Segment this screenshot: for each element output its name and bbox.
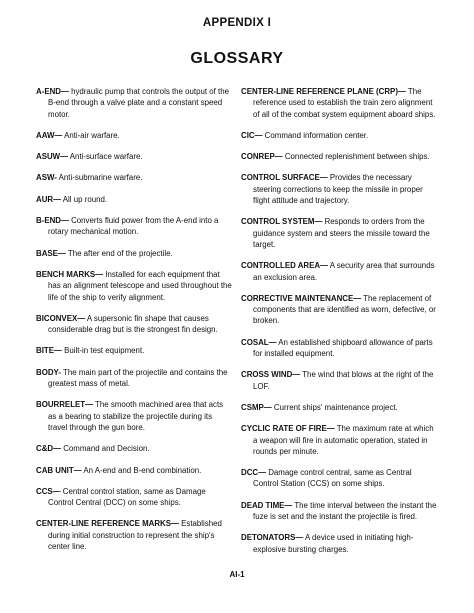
glossary-term: AUR— (36, 194, 61, 204)
glossary-entry (36, 151, 233, 162)
glossary-entry (241, 130, 438, 141)
glossary-term: AAW— (36, 130, 63, 140)
glossary-entry (241, 532, 438, 555)
glossary-entry (36, 367, 233, 390)
glossary-entry (241, 337, 438, 360)
glossary-term: CCS— (36, 486, 61, 496)
glossary-definition: A device used in initiating high-explosive bursting charges. (253, 533, 414, 554)
glossary-definition: The smooth machined area that acts as a bearing to stabilize the projectile during its travel through the gun bore. (48, 400, 224, 432)
glossary-term: C&D— (36, 444, 61, 454)
glossary-definition: The replacement of components that are identified as worn, defective, or broken. (253, 293, 436, 326)
glossary-definition: Current ships' maintenance project. (271, 402, 398, 412)
appendix-heading: APPENDIX I (202, 17, 272, 29)
glossary-entry (36, 399, 233, 433)
glossary-definition: The reference used to establish the train zero alignment of all of the combat system equipment aboard ships. (253, 87, 436, 119)
glossary-entry (241, 86, 438, 120)
glossary-entry (241, 216, 438, 250)
glossary-definition: Converts fluid power from the A-end into a rotary mechanical motion. (48, 216, 219, 237)
glossary-term: CENTER-LINE REFERENCE PLANE (CRP)— (241, 87, 406, 96)
glossary-entry (36, 465, 233, 476)
glossary-definition: The after end of the projectile. (65, 248, 173, 258)
glossary-term: CIC— (241, 130, 263, 140)
glossary-entry (36, 443, 233, 454)
glossary-definition: Responds to orders from the guidance system and steers the missile toward the target. (253, 217, 430, 249)
glossary-definition: Command information center. (262, 130, 369, 140)
glossary-term: CROSS WIND— (241, 370, 301, 380)
glossary-term: ASUW— (36, 152, 68, 162)
glossary-term: BOURRELET— (36, 400, 93, 410)
page-title: GLOSSARY (190, 50, 284, 67)
glossary-definition: Central control station, same as Damage Control Central (DCC) on some ships. (48, 486, 206, 508)
glossary-term: ASW- (36, 173, 57, 183)
glossary-entry (241, 260, 438, 283)
glossary-definition: The wind that blows at the right of the LOF. (253, 370, 434, 391)
glossary-definition: An A-end and B-end combination. (81, 465, 202, 475)
glossary-definition: Anti-surface warfare. (68, 152, 143, 162)
glossary-term: CORRECTIVE MAINTENANCE— (241, 293, 362, 303)
glossary-entry (36, 518, 233, 552)
glossary-term: CSMP— (241, 402, 272, 412)
glossary-definition: The time interval between the instant the fuze is set and the instant the projectile is fired. (253, 500, 437, 522)
glossary-definition: Command and Decision. (61, 444, 150, 454)
glossary-entry (241, 172, 438, 206)
glossary-definition: All up round. (61, 194, 108, 204)
glossary-term: DCC— (241, 468, 266, 478)
glossary-term: CAB UNIT— (36, 465, 82, 475)
glossary-entry (36, 215, 233, 238)
glossary-entry (36, 345, 233, 356)
glossary-term: DEAD TIME— (241, 500, 293, 510)
glossary-entry (36, 313, 233, 336)
glossary-definition: hydraulic pump that controls the output of the B-end through a valve plate and a constant speed motor. (48, 87, 229, 119)
glossary-term: BICONVEX— (36, 313, 86, 323)
glossary-entry (241, 402, 438, 413)
glossary-entry (241, 369, 438, 392)
glossary-term: BITE— (36, 346, 62, 356)
right-column (241, 86, 438, 555)
page-number: AI-1 (229, 570, 245, 579)
glossary-definition: Damage control central, same as Central Control Station (CCS) on some ships. (253, 468, 412, 489)
glossary-entry (241, 293, 438, 327)
glossary-definition: The main part of the projectile and contains the greatest mass of metal. (48, 367, 228, 389)
glossary-definition: Connected replenishment between ships. (282, 152, 430, 162)
glossary-definition: Anti-air warfare. (62, 130, 120, 140)
glossary-term: DETONATORS— (241, 533, 304, 543)
glossary-term: COSAL— (241, 337, 277, 347)
glossary-entry (241, 467, 438, 490)
glossary-term: B-END— (36, 216, 69, 226)
glossary-definition: The maximum rate at which a weapon will fire in automatic operation, stated in rounds per minute. (253, 424, 434, 456)
glossary-definition: Installed for each equipment that has an alignment telescope and used throughout the life of the ship to verify alignment. (48, 269, 232, 302)
glossary-entry (241, 423, 438, 457)
glossary-definition: Built-in test equipment. (61, 346, 145, 356)
glossary-definition: A security area that surrounds an exclusion area. (253, 261, 435, 282)
glossary-term: CONREP— (241, 152, 283, 162)
glossary-definition: Anti-submarine warfare. (56, 173, 143, 183)
glossary-term: CONTROL SYSTEM— (241, 217, 323, 227)
glossary-entry (36, 248, 233, 259)
glossary-entry (36, 194, 233, 205)
glossary-term: CONTROLLED AREA— (241, 261, 328, 271)
glossary-entry (36, 486, 233, 509)
glossary-term: CYCLIC RATE OF FIRE— (241, 424, 335, 434)
glossary-term: BENCH MARKS— (36, 269, 104, 279)
glossary-definition: An established shipboard allowance of parts for installed equipment. (253, 337, 433, 359)
glossary-entry (36, 86, 233, 120)
glossary-entry (241, 500, 438, 523)
glossary-entry (36, 172, 233, 183)
glossary-term: CENTER-LINE REFERENCE MARKS— (36, 519, 179, 529)
glossary-definition: Established during initial construction to represent the ship's center line. (48, 519, 222, 552)
glossary-entry (241, 151, 438, 162)
glossary-entry (36, 130, 233, 141)
glossary-term: BODY- (36, 367, 61, 377)
glossary-term: CONTROL SURFACE— (241, 173, 328, 183)
glossary-definition: Provides the necessary steering corrections to keep the missile in proper flight attitude and trajectory. (253, 173, 423, 206)
glossary-entry (36, 269, 233, 303)
glossary-definition: A supersonic fin shape that causes considerable drag but is the strongest fin design. (48, 313, 218, 335)
left-column (36, 86, 233, 552)
glossary-term: A-END— (36, 87, 69, 96)
glossary-term: BASE— (36, 248, 66, 258)
